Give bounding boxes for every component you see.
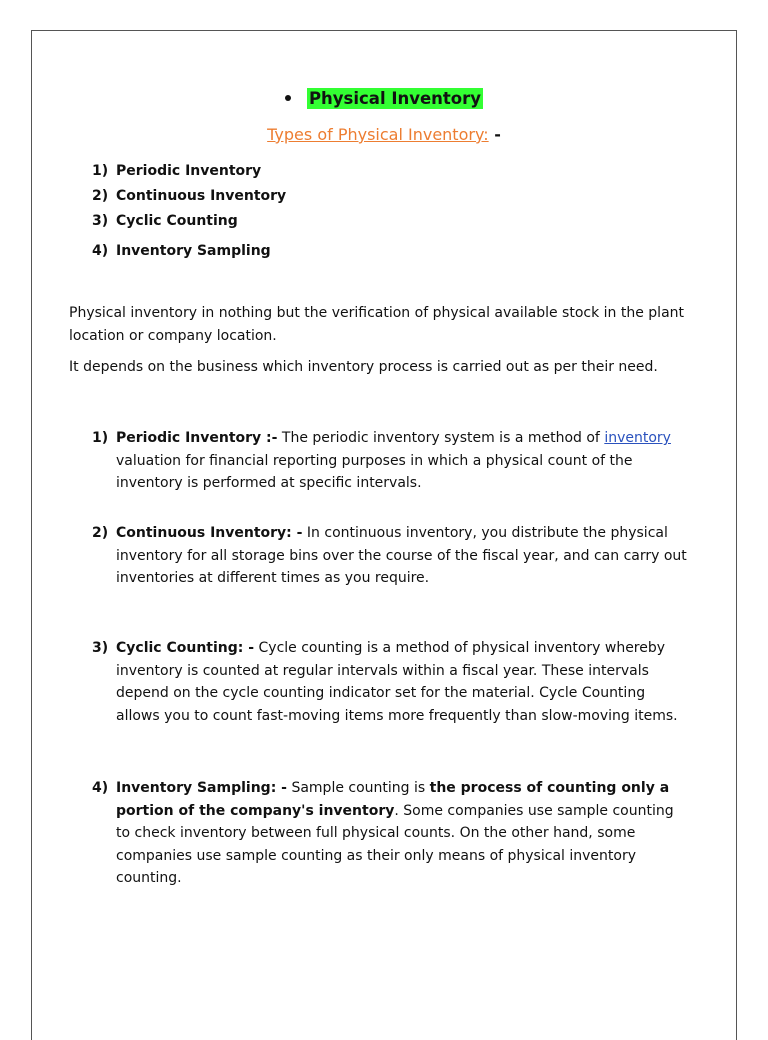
list-label: Continuous Inventory [116,188,287,204]
subtitle-row [32,125,736,144]
list-number: 2) [92,188,109,204]
list-item [92,186,286,211]
definition-term: Continuous Inventory: - [116,525,303,541]
definition-emphasis: the process of counting only a portion of the company's inventory [116,780,670,819]
list-item [92,241,286,266]
definition-number: 1) [92,430,109,446]
definition-text: valuation for financial reporting purposes in which a physical count of the inventory is performed at specific intervals. [116,452,633,491]
list-item [92,161,286,186]
subtitle-dash: - [488,125,501,144]
definition-term: Periodic Inventory :- [116,430,278,446]
document-page [31,30,737,1040]
list-number: 3) [92,213,109,229]
page-title: Physical Inventory [308,89,482,108]
definition-number: 3) [92,640,109,656]
inventory-link[interactable]: inventory [604,430,671,446]
definition-text: In continuous inventory, you distribute the physical inventory for all storage bins over the course of the fiscal year, and can carry out inventories at different times as you require. [116,525,687,586]
definition-text: Cycle counting is a method of physical inventory whereby inventory is counted at regular intervals within a fiscal year. These intervals depend on the cycle counting indicator set for the material. Cycle Counting allows you to count fast-moving items more frequently than slow-moving items. [116,640,678,724]
bullet-icon [285,95,291,101]
types-list [92,161,286,266]
definition-body [116,777,692,890]
definition-body [116,427,692,495]
definition-item-periodic [92,427,692,495]
definition-term: Cyclic Counting: - [116,640,255,656]
definition-text: . Some companies use sample counting to check inventory between full physical counts. On the other hand, some companies use sample counting as their only means of physical inventory counting. [116,802,674,886]
intro-paragraph-1: Physical inventory in nothing but the verification of physical available stock in the plant location or company location. [69,305,685,344]
list-item [92,211,286,236]
definition-body [116,522,692,590]
definition-term: Inventory Sampling: - [116,780,287,796]
subtitle: Types of Physical Inventory: [267,125,489,144]
definition-item-continuous [92,522,692,590]
intro-paragraph-2: It depends on the business which inventory process is carried out as per their need. [69,359,658,375]
title-row [32,89,736,108]
definition-body [116,637,692,727]
list-label: Cyclic Counting [116,213,238,229]
definition-number: 2) [92,525,109,541]
definition-number: 4) [92,780,109,796]
list-number: 4) [92,243,109,259]
definition-text: The periodic inventory system is a method of [277,430,605,446]
definition-item-sampling [92,777,692,890]
list-label: Inventory Sampling [116,243,271,259]
list-label: Periodic Inventory [116,163,262,179]
definition-text: Sample counting is [287,780,430,796]
definition-item-cyclic [92,637,692,727]
list-number: 1) [92,163,109,179]
